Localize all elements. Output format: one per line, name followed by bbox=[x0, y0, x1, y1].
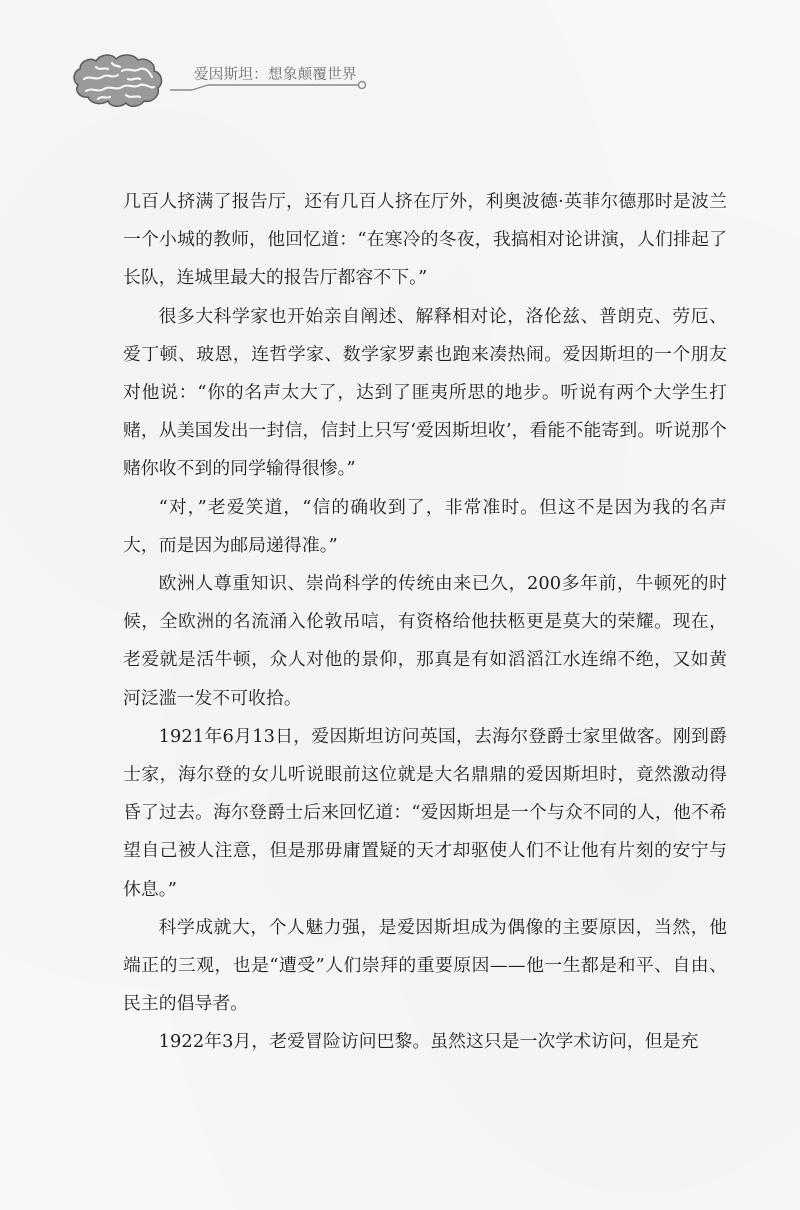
body-text bbox=[123, 183, 727, 1062]
paragraph: “对，”老爱笑道，“信的确收到了，非常准时。但这不是因为我的名声大，而是因为邮局递得准。” bbox=[123, 496, 727, 556]
paragraph: 1922年3月，老爱冒险访问巴黎。虽然这只是一次学术访问，但是充 bbox=[158, 1031, 699, 1053]
paragraph: 欧洲人尊重知识、崇尚科学的传统由来已久，200多年前，牛顿死的时候，全欧洲的名流涌入伦敦吊唁，有资格给他扶柩更是莫大的荣耀。现在，老爱就是活牛顿，众人对他的景仰，那真是有如滔滔江水连绵不绝，又如黄河泛滥一发不可收拾。 bbox=[123, 573, 727, 709]
brain-icon bbox=[68, 51, 168, 109]
paragraph: 科学成就大，个人魅力强，是爱因斯坦成为偶像的主要原因，当然，他端正的三观，也是“遭受”人们崇拜的重要原因——他一生都是和平、自由、民主的倡导者。 bbox=[123, 916, 727, 1015]
paragraph: 很多大科学家也开始亲自阐述、解释相对论，洛伦兹、普朗克、劳厄、爱丁顿、玻恩，连哲学家、数学家罗素也跑来凑热闹。爱因斯坦的一个朋友对他说：“你的名声太大了，达到了匪夷所思的地步。听说有两个大学生打赌，从美国发出一封信，信封上只写‘爱因斯坦收’，看能不能寄到。听说那个赌你收不到的同学输得很惨。” bbox=[123, 305, 727, 480]
paragraph: 1921年6月13日，爱因斯坦访问英国，去海尔登爵士家里做客。刚到爵士家，海尔登的女儿听说眼前这位就是大名鼎鼎的爱因斯坦时，竟然激动得昏了过去。海尔登爵士后来回忆道：“爱因斯坦是一个与众不同的人，他不希望自己被人注意，但是那毋庸置疑的天才却驱使人们不让他有片刻的安宁与休息。” bbox=[123, 725, 727, 900]
header-title: 爱因斯坦：想象颠覆世界 bbox=[194, 67, 357, 83]
running-header bbox=[68, 45, 408, 115]
paragraph: 几百人挤满了报告厅，还有几百人挤在厅外，利奥波德·英菲尔德那时是波兰一个小城的教师，他回忆道：“在寒冷的冬夜，我搞相对论讲演，人们排起了长队，连城里最大的报告厅都容不下。” bbox=[123, 191, 727, 289]
